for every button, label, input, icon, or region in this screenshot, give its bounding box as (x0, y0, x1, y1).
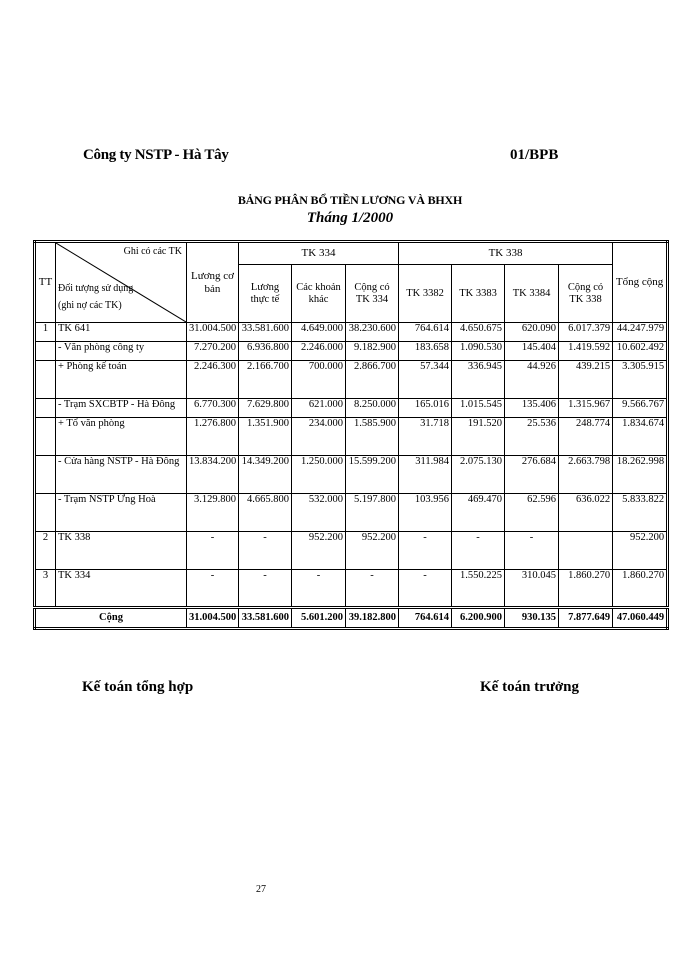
total-value: 7.877.649 (559, 608, 613, 629)
header-tk3383: TK 3383 (452, 265, 505, 323)
row-value: 5.833.822 (613, 494, 668, 532)
row-value: - (239, 570, 292, 608)
row-value: 7.629.800 (239, 399, 292, 418)
row-value: 8.250.000 (346, 399, 399, 418)
row-value: 336.945 (452, 361, 505, 399)
header-other-items: Các khoản khác (292, 265, 346, 323)
row-value: 165.016 (399, 399, 452, 418)
row-value: 1.860.270 (559, 570, 613, 608)
row-value: 6.770.300 (187, 399, 239, 418)
row-value: 33.581.600 (239, 323, 292, 342)
row-value: 311.984 (399, 456, 452, 494)
row-value: 4.649.000 (292, 323, 346, 342)
total-value: 47.060.449 (613, 608, 668, 629)
row-tt (35, 418, 56, 456)
row-value: 1.351.900 (239, 418, 292, 456)
row-tt (35, 456, 56, 494)
row-value: 2.166.700 (239, 361, 292, 399)
salary-allocation-table (33, 240, 669, 630)
row-value: 4.650.675 (452, 323, 505, 342)
total-value: 31.004.500 (187, 608, 239, 629)
header-actual-salary: Lương thực tế (239, 265, 292, 323)
row-value: 1.550.225 (452, 570, 505, 608)
row-value: 248.774 (559, 418, 613, 456)
row-value: - (292, 570, 346, 608)
row-value: 9.566.767 (613, 399, 668, 418)
row-value: 18.262.998 (613, 456, 668, 494)
row-value: 62.596 (505, 494, 559, 532)
row-value: 636.022 (559, 494, 613, 532)
row-value: - (346, 570, 399, 608)
row-tt (35, 494, 56, 532)
row-value: 276.684 (505, 456, 559, 494)
row-label: TK 334 (56, 570, 187, 608)
row-value: 10.602.492 (613, 342, 668, 361)
row-value: - (187, 532, 239, 570)
row-value: 145.404 (505, 342, 559, 361)
header-tk334: TK 334 (239, 242, 399, 265)
row-value: 3.129.800 (187, 494, 239, 532)
row-value: 952.200 (613, 532, 668, 570)
header-credit-334: Cộng có TK 334 (346, 265, 399, 323)
row-tt: 3 (35, 570, 56, 608)
row-value: 620.090 (505, 323, 559, 342)
table-row (35, 361, 668, 399)
row-value (559, 532, 613, 570)
row-value: 1.585.900 (346, 418, 399, 456)
table-row (35, 323, 668, 342)
row-value: 1.860.270 (613, 570, 668, 608)
row-value: 135.406 (505, 399, 559, 418)
row-value: 1.834.674 (613, 418, 668, 456)
total-value: 33.581.600 (239, 608, 292, 629)
row-value: 2.246.000 (292, 342, 346, 361)
total-value: 6.200.900 (452, 608, 505, 629)
row-value: 6.936.800 (239, 342, 292, 361)
row-tt (35, 399, 56, 418)
page-number: 27 (256, 884, 266, 895)
table-row (35, 342, 668, 361)
row-value: 14.349.200 (239, 456, 292, 494)
row-value: 2.075.130 (452, 456, 505, 494)
total-value: 39.182.800 (346, 608, 399, 629)
row-label: - Cửa hàng NSTP - Hà Đông (56, 456, 187, 494)
row-label: + Phòng kế toán (56, 361, 187, 399)
row-tt (35, 361, 56, 399)
row-value: - (399, 532, 452, 570)
row-value: 469.470 (452, 494, 505, 532)
table-row (35, 456, 668, 494)
header-tk3384: TK 3384 (505, 265, 559, 323)
header-credit-accounts: Ghi có các TK (123, 246, 182, 257)
row-value: 31.718 (399, 418, 452, 456)
header-diagonal-cell (56, 242, 187, 323)
total-row (35, 608, 668, 629)
row-value: 1.419.592 (559, 342, 613, 361)
company-name: Công ty NSTP - Hà Tây (83, 147, 229, 163)
total-value: 930.135 (505, 608, 559, 629)
row-value: - (239, 532, 292, 570)
row-label: TK 641 (56, 323, 187, 342)
header-tt: TT (35, 242, 56, 323)
row-value: 1.250.000 (292, 456, 346, 494)
row-value: 5.197.800 (346, 494, 399, 532)
row-value: - (399, 570, 452, 608)
row-value: 700.000 (292, 361, 346, 399)
row-value: 621.000 (292, 399, 346, 418)
row-value: - (187, 570, 239, 608)
row-value: 1.276.800 (187, 418, 239, 456)
header-credit-338: Cộng có TK 338 (559, 265, 613, 323)
table-row (35, 570, 668, 608)
table-row (35, 532, 668, 570)
row-value: 439.215 (559, 361, 613, 399)
header-debit-accounts: (ghi nợ các TK) (58, 300, 122, 311)
total-value: 5.601.200 (292, 608, 346, 629)
row-label: - Văn phòng công ty (56, 342, 187, 361)
row-value: 183.658 (399, 342, 452, 361)
row-tt (35, 342, 56, 361)
table-row (35, 399, 668, 418)
row-value: - (452, 532, 505, 570)
row-value: 1.315.967 (559, 399, 613, 418)
header-row-1 (35, 242, 668, 265)
row-value: 2.663.798 (559, 456, 613, 494)
row-label: - Trạm NSTP Ứng Hoà (56, 494, 187, 532)
row-value: 38.230.600 (346, 323, 399, 342)
row-tt: 1 (35, 323, 56, 342)
row-label: TK 338 (56, 532, 187, 570)
row-label: - Trạm SXCBTP - Hà Đông (56, 399, 187, 418)
row-value: 191.520 (452, 418, 505, 456)
total-value: 764.614 (399, 608, 452, 629)
chief-accountant-signature: Kế toán trưởng (480, 679, 579, 695)
row-label: + Tổ văn phòng (56, 418, 187, 456)
row-value: 532.000 (292, 494, 346, 532)
row-value: 44.247.979 (613, 323, 668, 342)
row-value: 13.834.200 (187, 456, 239, 494)
row-value: 4.665.800 (239, 494, 292, 532)
row-value: 1.090.530 (452, 342, 505, 361)
table-row (35, 494, 668, 532)
row-value: 952.200 (292, 532, 346, 570)
row-value: 31.004.500 (187, 323, 239, 342)
row-value: 3.305.915 (613, 361, 668, 399)
row-value: 103.956 (399, 494, 452, 532)
row-tt: 2 (35, 532, 56, 570)
row-value: 7.270.200 (187, 342, 239, 361)
total-label: Cộng (35, 608, 187, 629)
row-value: 57.344 (399, 361, 452, 399)
row-value: 2.246.300 (187, 361, 239, 399)
header-tk338: TK 338 (399, 242, 613, 265)
document-title: BẢNG PHÂN BỔ TIỀN LƯƠNG VÀ BHXH (237, 193, 463, 207)
row-value: 6.017.379 (559, 323, 613, 342)
row-value: 1.015.545 (452, 399, 505, 418)
row-value: 310.045 (505, 570, 559, 608)
row-value: 44.926 (505, 361, 559, 399)
row-value: 25.536 (505, 418, 559, 456)
row-value: 952.200 (346, 532, 399, 570)
table-body (35, 323, 668, 629)
row-value: 764.614 (399, 323, 452, 342)
row-value: 2.866.700 (346, 361, 399, 399)
row-value: 15.599.200 (346, 456, 399, 494)
row-value: 9.182.900 (346, 342, 399, 361)
row-value: 234.000 (292, 418, 346, 456)
row-value: - (505, 532, 559, 570)
header-basic-salary: Lương cơ bản (187, 242, 239, 323)
header-grand-total: Tổng cộng (613, 242, 668, 323)
header-tk3382: TK 3382 (399, 265, 452, 323)
document-code: 01/BPB (510, 147, 559, 163)
document-period: Tháng 1/2000 (306, 210, 394, 226)
header-user-objects: Đối tượng sử dụng (58, 283, 134, 294)
table-row (35, 418, 668, 456)
chief-general-accountant-signature: Kế toán tổng hợp (82, 679, 194, 695)
